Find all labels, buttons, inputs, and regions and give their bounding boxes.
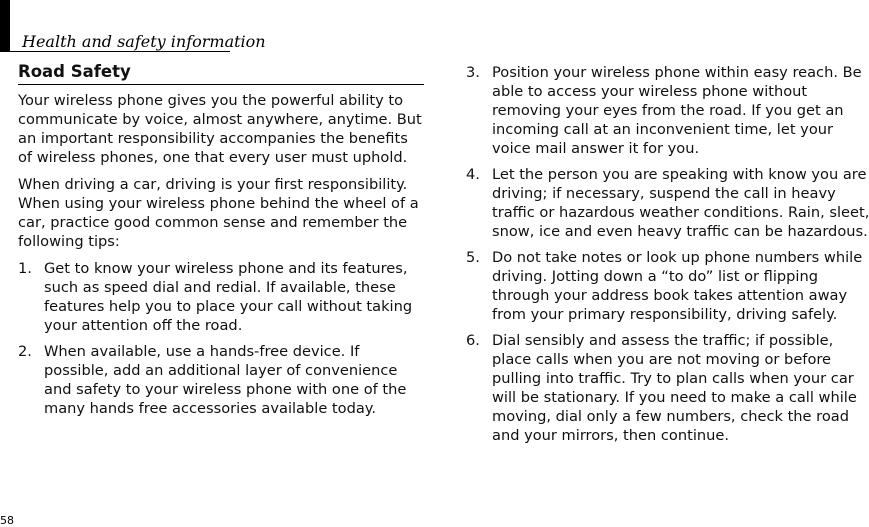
list-item-number: 2. — [18, 343, 32, 360]
list-item-text: Dial sensibly and assess the traffic; if possible, place calls when you are not moving or before pulling into traffic. Try to plan calls when your car will be stationary. If you need to make a call while moving, dial only a few numbers, check the road and your mirrors, then continue. — [492, 332, 857, 444]
list-item — [466, 63, 869, 158]
section-heading: Road Safety — [18, 62, 424, 85]
right-column — [466, 63, 869, 452]
header-rule — [0, 51, 230, 52]
list-item — [466, 248, 869, 324]
list-item-number: 1. — [18, 260, 32, 277]
list-item-text: Position your wireless phone within easy reach. Be able to access your wireless phone without removing your eyes from the road. If you get an incoming call at an inconvenient time, let your voice mail answer it for you. — [492, 64, 862, 157]
list-item-text: Do not take notes or look up phone numbers while driving. Jotting down a “to do” list or flipping through your address book takes attention away from your primary responsibility, driving safely. — [492, 249, 863, 323]
intro-paragraph: Your wireless phone gives you the powerful ability to communicate by voice, almost anywhere, anytime. But an important responsibility accompanies the benefits of wireless phones, one that every user must uphold. — [18, 92, 422, 166]
running-header-title: Health and safety information — [22, 32, 266, 51]
list-item-text: When available, use a hands-free device. If possible, add an additional layer of convenience and safety to your wireless phone with one of the many hands free accessories available today. — [44, 343, 407, 417]
list-item-number: 3. — [466, 64, 480, 81]
list-item-text: Get to know your wireless phone and its features, such as speed dial and redial. If available, these features help you to place your call without taking your attention off the road. — [44, 260, 413, 334]
list-item-number: 6. — [466, 332, 480, 349]
list-item — [466, 165, 869, 241]
page-number: 58 — [0, 514, 14, 527]
list-item — [18, 342, 426, 418]
list-item-number: 4. — [466, 166, 480, 183]
list-item-text: Let the person you are speaking with know you are driving; if necessary, suspend the call in heavy traffic or hazardous weather conditions. Rain, sleet, snow, ice and even heavy traffic can be hazardous. — [492, 166, 869, 240]
left-column — [18, 91, 426, 425]
list-item-number: 5. — [466, 249, 480, 266]
list-item — [18, 259, 426, 335]
driving-paragraph: When driving a car, driving is your first responsibility. When using your wireless phone behind the wheel of a car, practice good common sense and remember the following tips: — [18, 176, 419, 250]
list-item — [466, 331, 869, 445]
header-corner-bar — [0, 0, 10, 52]
